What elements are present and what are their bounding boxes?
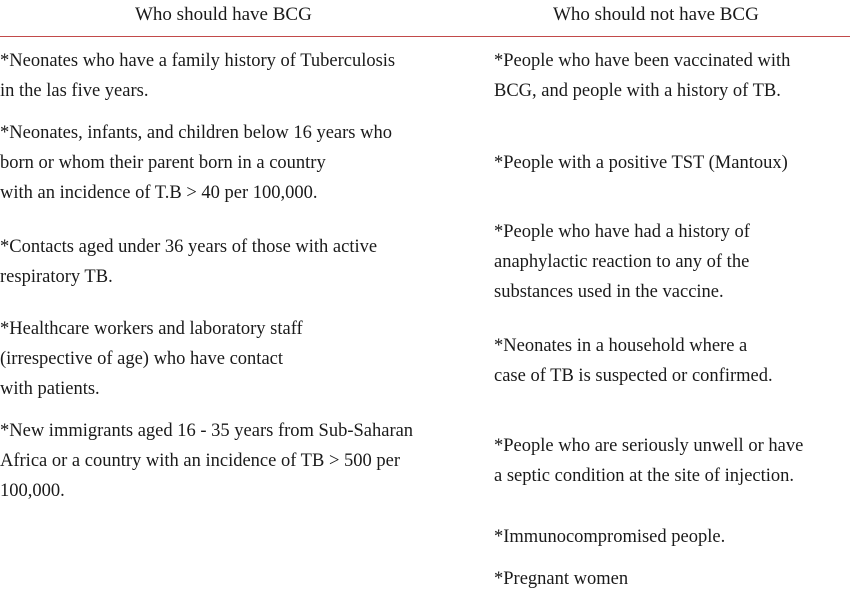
- text-line: *People who are seriously unwell or have: [494, 436, 804, 456]
- text-line: BCG, and people with a history of TB.: [494, 81, 781, 101]
- text-line: *Neonates in a household where a: [494, 336, 748, 356]
- should-not-have-item-1: [494, 46, 790, 106]
- header-divider: [0, 36, 850, 37]
- text-line: *Contacts aged under 36 years of those with active: [0, 237, 378, 257]
- text-line: in the las five years.: [0, 81, 149, 101]
- text-line: 100,000.: [0, 481, 65, 501]
- text-line: *People who have been vaccinated with: [494, 51, 791, 71]
- text-line: (irrespective of age) who have contact: [0, 349, 284, 369]
- text-line: a septic condition at the site of injection.: [494, 466, 795, 486]
- header-should-have: Who should have BCG: [135, 4, 312, 25]
- text-line: with an incidence of T.B > 40 per 100,000.: [0, 183, 318, 203]
- text-line: *Neonates, infants, and children below 16 years who: [0, 123, 392, 143]
- should-not-have-item-4: [494, 331, 773, 391]
- should-have-item-3: [0, 232, 377, 292]
- should-not-have-item-2: [494, 148, 788, 178]
- text-line: with patients.: [0, 379, 100, 399]
- text-line: *People who have had a history of: [494, 222, 750, 242]
- text-line: respiratory TB.: [0, 267, 113, 287]
- text-line: *New immigrants aged 16 - 35 years from Sub-Saharan: [0, 421, 414, 441]
- text-line: *Healthcare workers and laboratory staff: [0, 319, 303, 339]
- header-should-not-have: Who should not have BCG: [553, 4, 759, 25]
- text-line: case of TB is suspected or confirmed.: [494, 366, 773, 386]
- text-line: substances used in the vaccine.: [494, 282, 724, 302]
- should-not-have-item-3: [494, 217, 750, 307]
- text-line: anaphylactic reaction to any of the: [494, 252, 750, 272]
- text-line: *Neonates who have a family history of Tuberculosis: [0, 51, 396, 71]
- text-line: Africa or a country with an incidence of TB > 500 per: [0, 451, 400, 471]
- text-line: *People with a positive TST (Mantoux): [494, 153, 788, 173]
- should-not-have-item-7: [494, 564, 628, 594]
- should-not-have-item-6: [494, 522, 725, 552]
- should-have-item-5: [0, 416, 413, 506]
- text-line: born or whom their parent born in a country: [0, 153, 326, 173]
- should-have-item-1: [0, 46, 395, 106]
- should-have-item-4: [0, 314, 303, 404]
- should-have-item-2: [0, 118, 392, 208]
- text-line: *Immunocompromised people.: [494, 527, 726, 547]
- text-line: *Pregnant women: [494, 569, 629, 589]
- should-not-have-item-5: [494, 431, 803, 491]
